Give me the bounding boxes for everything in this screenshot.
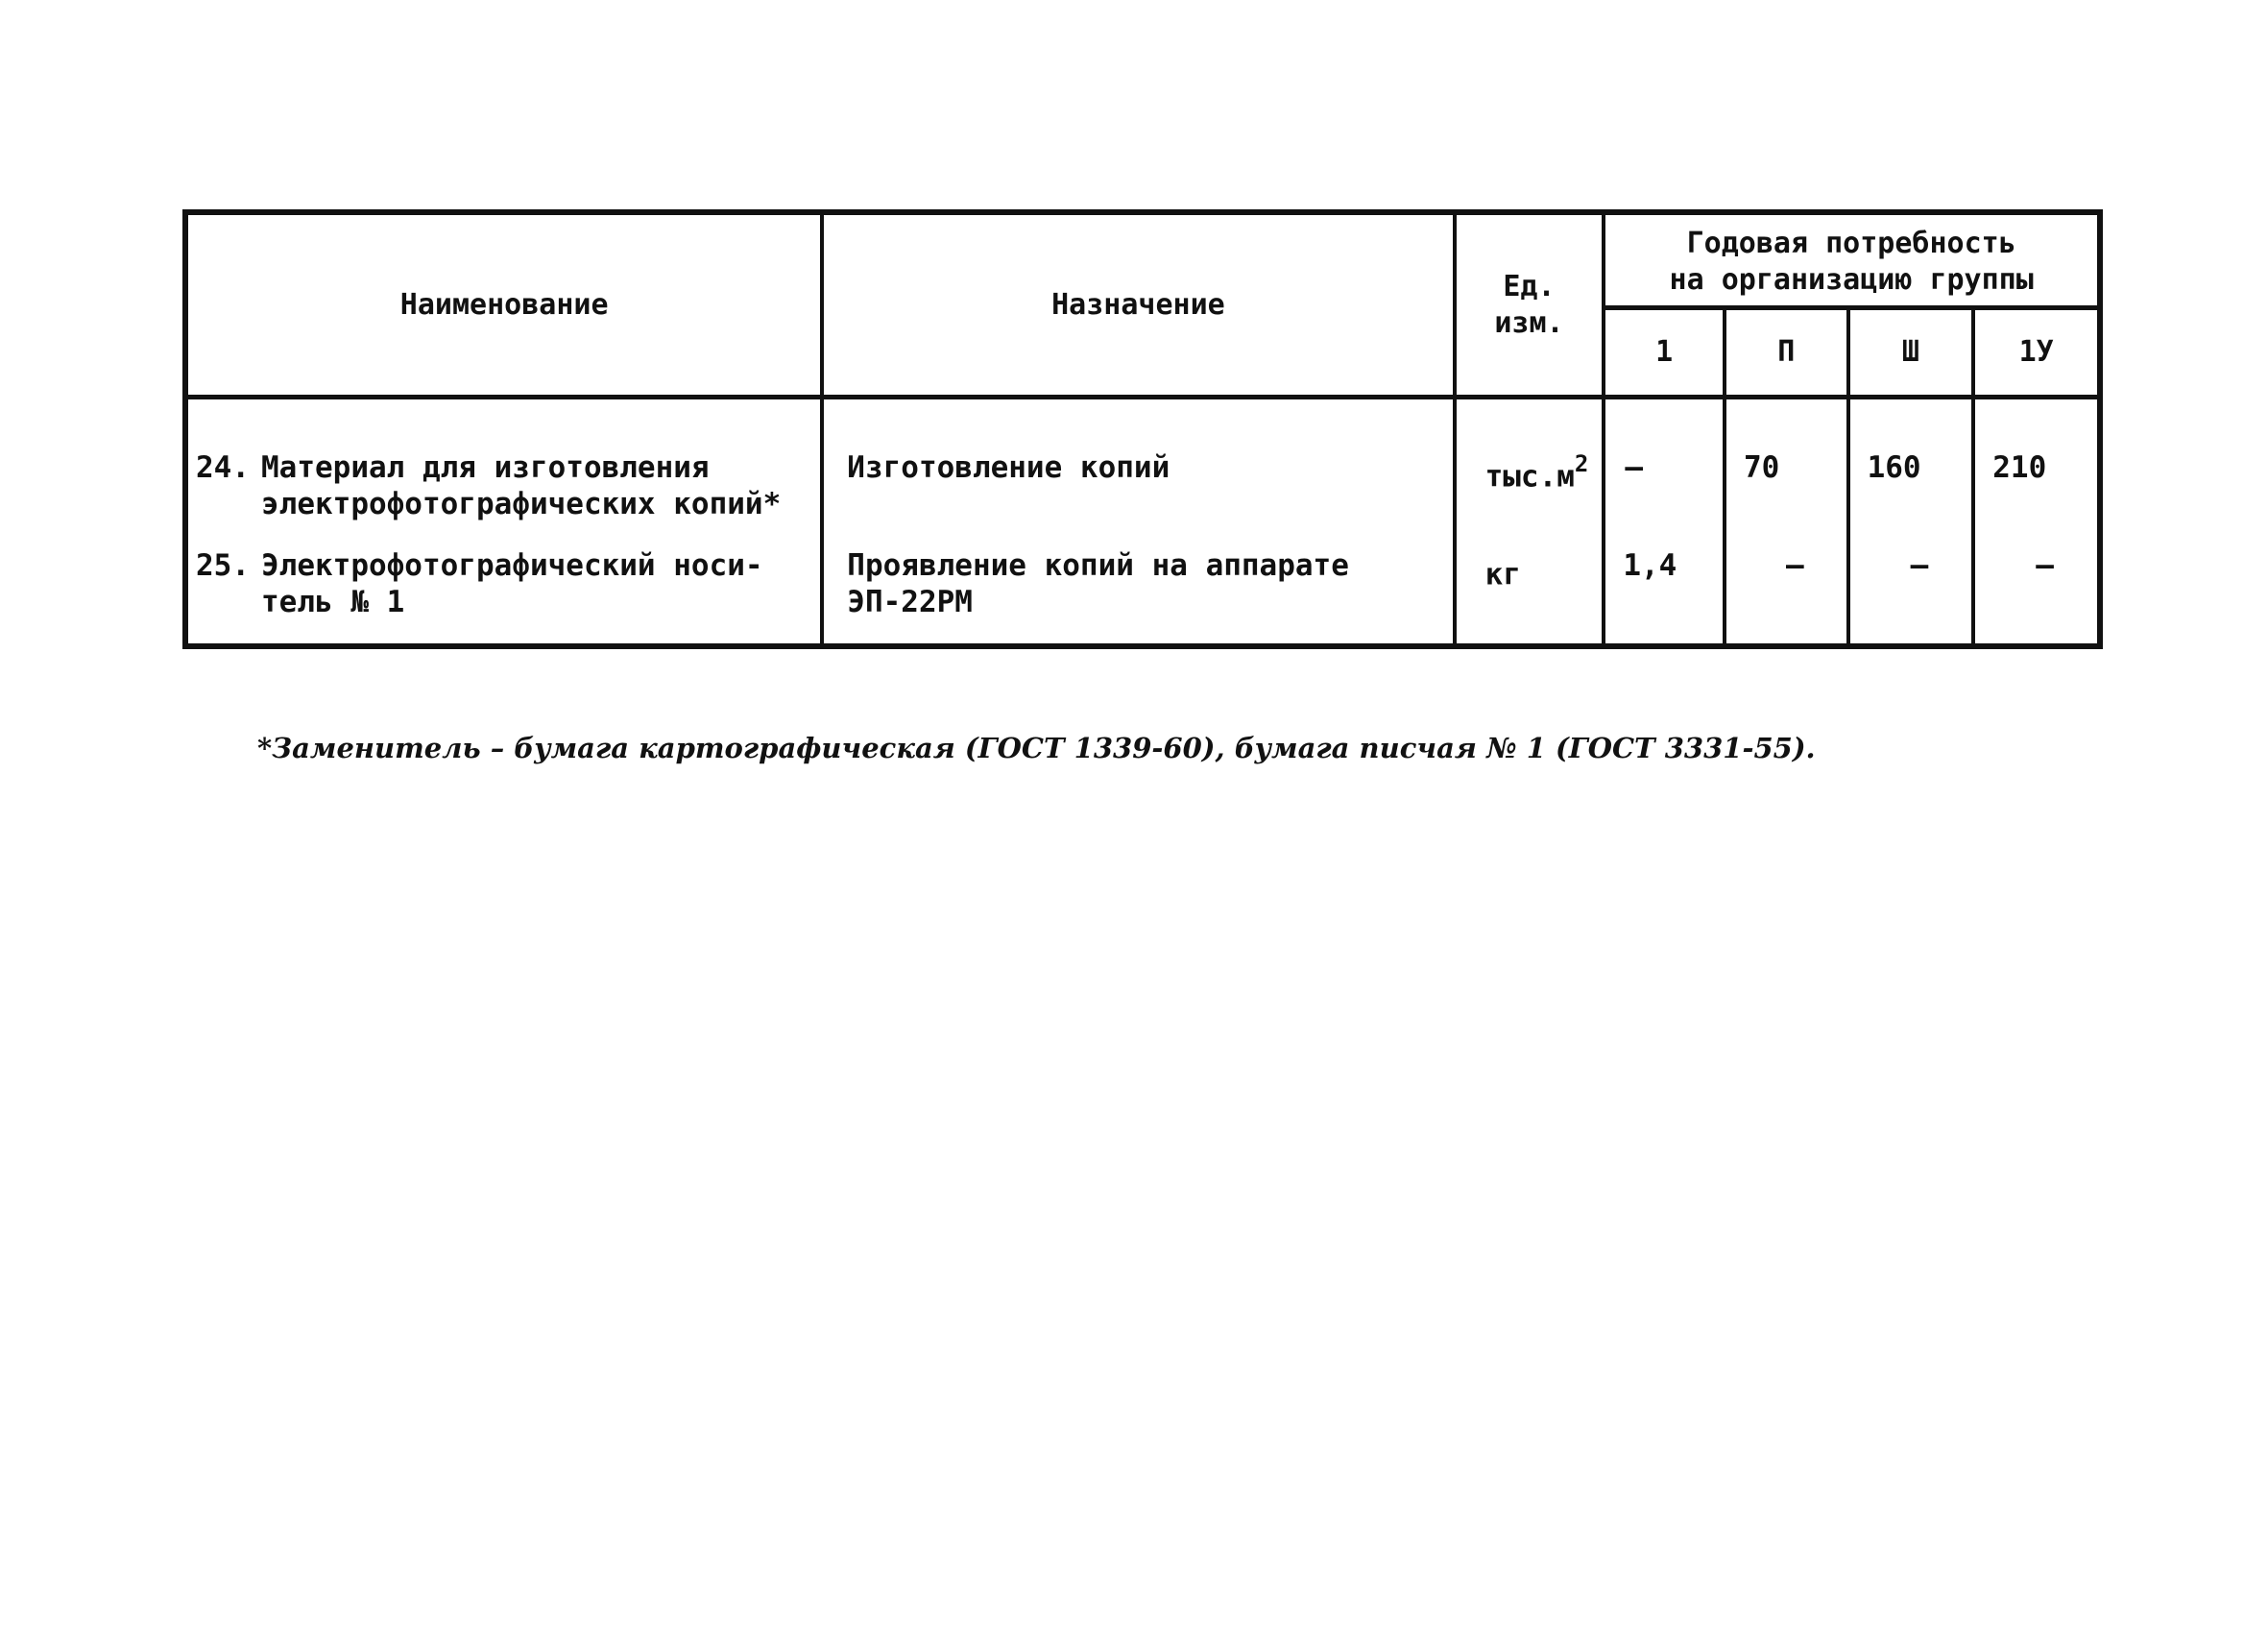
header-unit	[1455, 212, 1604, 398]
row-value-group-1: –	[1604, 398, 1725, 523]
row-unit: тыс.м	[1484, 459, 1575, 495]
footnote: *Заменитель – бумага картографическая (ГОСТ 1339-60), бумага писчая № 1 (ГОСТ 3331-55).	[257, 732, 1816, 764]
table-row	[185, 522, 2100, 646]
row-purpose-cell	[822, 398, 1454, 523]
header-annual-need	[1604, 212, 2100, 308]
row-number: 25.	[196, 548, 250, 583]
row-purpose-line1: Изготовление копий	[847, 450, 1170, 485]
row-unit-cell	[1455, 522, 1604, 646]
header-annual-need-line1: Годовая потребность	[1686, 227, 2016, 260]
materials-table	[182, 209, 2103, 649]
row-purpose-line1: Проявление копий на аппарате	[847, 548, 1349, 583]
header-group-1: 1	[1604, 308, 1725, 398]
row-value-group-1: 1,4	[1604, 522, 1725, 646]
table-row	[185, 398, 2100, 523]
header-unit-line2: изм.	[1494, 305, 1564, 340]
row-name-cell	[185, 398, 822, 523]
row-value-group-2: 70	[1725, 398, 1848, 523]
row-name-cell	[185, 522, 822, 646]
row-name-line1: Электрофотографический носи-	[261, 548, 763, 583]
row-value-group-2: –	[1725, 522, 1848, 646]
row-value-group-3: –	[1848, 522, 1974, 646]
row-value-group-4: 210	[1973, 398, 2100, 523]
row-purpose-cell	[822, 522, 1454, 646]
row-unit: кг	[1484, 557, 1521, 592]
row-name-line2: электрофотографических копий*	[261, 487, 782, 521]
header-group-4: 1У	[1973, 308, 2100, 398]
header-group-3: Ш	[1848, 308, 1974, 398]
header-purpose: Назначение	[822, 212, 1454, 398]
row-unit-superscript: 2	[1574, 450, 1589, 477]
row-value-group-3: 160	[1848, 398, 1974, 523]
header-group-2: П	[1725, 308, 1848, 398]
header-name: Наименование	[185, 212, 822, 398]
header-annual-need-line2: на организацию группы	[1669, 263, 2034, 297]
row-purpose-line2: ЭП-22РМ	[847, 585, 973, 619]
table-header	[185, 212, 2100, 398]
row-unit-cell	[1455, 398, 1604, 523]
row-number: 24.	[196, 450, 250, 485]
header-unit-line1: Ед.	[1503, 269, 1556, 303]
row-name-line1: Материал для изготовления	[261, 450, 710, 485]
row-value-group-4: –	[1973, 522, 2100, 646]
row-name-line2: тель № 1	[261, 585, 405, 619]
